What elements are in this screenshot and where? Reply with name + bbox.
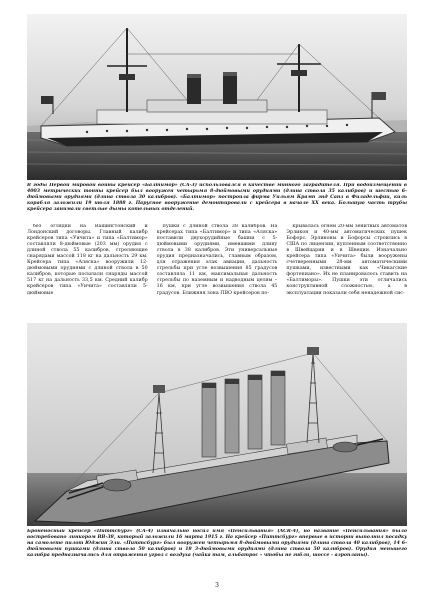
body-text-columns (27, 224, 407, 320)
body-column-1: без оглядки на Вашингтонский и Лондонский договоры. Главный калибр крейсеров типа «Уичита» и типа «Балтимор» составляли 8-дюймовые (203 мм) орудия с длиной ствола 55 калибров, стреляющие снарядами массой 118 кг на дальность 29 км. Крейсера типа «Аляска» вооружили 12-дюймовыми орудиями с длиной ствола в 50 калибров, которые посылали снаряды массой 517 кг на дальность 33,5 км. Средний калибр крейсеров типа «Уичита» составляли 5-дюймовые (27, 224, 148, 296)
ship-photo-baltimore (27, 14, 407, 180)
ship-photo-pittsburgh (27, 323, 407, 526)
photo-cruiser-pittsburgh (27, 323, 407, 526)
body-column-2: пушки с длиной ствола 38 калибров. На крейсерах типа «Балтимор» и типа «Аляска» поставили двухорудийные башни с 5-дюймовыми орудиями, имевшими длину ствола в 38 калибров. Эти универсальные орудия предназначались, главным образом, для отражения атак авиации, дальность стрельбы при угле возвышения 85 градусов составляла 11 км, максимальная дальность стрельбы по наземным и надводным целям – 16 км, при угле возвышения ствола 45 градусов. Ближняя зона ПВО крейсеров по- (156, 224, 278, 296)
page-number: 3 (215, 582, 219, 589)
body-column-3: крывалась огнем 20-мм зенитных автоматов Эрликон и 40-мм автоматических пушек Бофорс. Эрликоны и Бофорсы строились в США по лицензии, купленным соответственно в Швейцарии и в Швеции. Изначально крейсера типа «Уичита» были вооружены счетверенными 28-мм автоматическими пушками, известными как «Чикагские фортепиано». Их не планировалось ставить на «Балтиморы». Пушки эти отличались конструктивной сложностью, а в эксплуатации показали себя ненадежной сис- (286, 224, 408, 296)
caption-pittsburgh: Броненосный крейсер «Питтсбург» (CA-4) изначально носил имя «Пенсильвания» (ACR-4), но название «Пенсильвания» было востребовано линкором BB-38, который заложили 16 марта 1915 г. На крейсер «Питтсбург» впервые в истории выполнил посадку на самолете пилот Юджин Эли. «Питтсбург» был вооружен четырьмя 8-дюймовыми орудиями (длина ствола 40 калибров), 14 6-дюймовыми пушками (длина ствола 50 калибров) и 18 3-дюймовыми орудиями (длина ствола 50 калибров). Орудия меньшего калибра предназначались для отражения угроз с воздуха (чайка там, альбатрос – чтобы не гибли, шоссе - аэропланы). (27, 529, 407, 558)
caption-baltimore: В годы Первой мировой войны крейсер «Балтимор» (CA-3) использовался в качестве минного заградителя. При водоизмещении в 4003 метрических тонны крейсер был вооружен четырьмя 8-дюймовыми орудиями (длина ствола 35 калибров) и шестью 6-дюймовыми орудиями (длина ствола 30 калибров). «Балтимор» построила фирма Уильям Крамп энд Санз в Филадельфии, киль корабля заложили 19 июля 1888 г. Парусное вооружение демонтировали с крейсера в начале XX века. Большую часть трубы крейсера занимали светлые дымы котельных отделений. (27, 183, 407, 212)
photo-cruiser-baltimore (27, 14, 407, 180)
